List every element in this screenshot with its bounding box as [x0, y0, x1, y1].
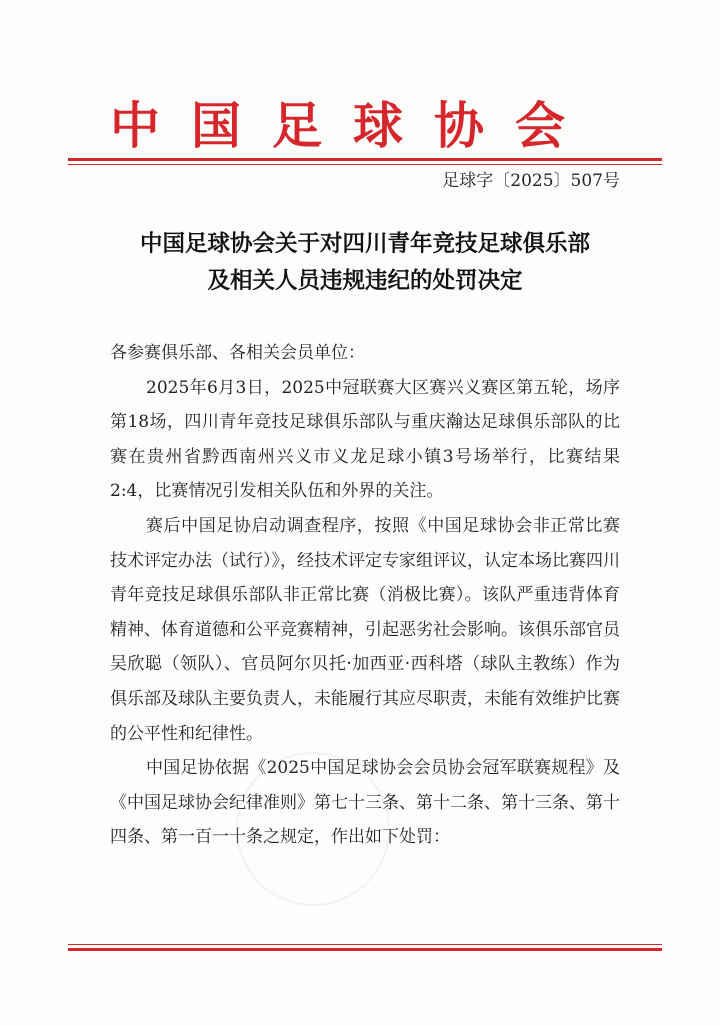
document-number: 足球字〔2025〕507号	[442, 171, 620, 191]
header-divider-thin	[68, 164, 662, 165]
salutation: 各参赛俱乐部、各相关会员单位：	[110, 343, 365, 363]
footer-divider-thin	[68, 944, 662, 945]
document-title-line-1: 中国足球协会关于对四川青年竞技足球俱乐部	[139, 231, 590, 257]
paragraph-2: 赛后中国足协启动调查程序，按照《中国足球协会非正常比赛技术评定办法（试行）》，经技术评定专家组评议，认定本场比赛四川青年竞技足球俱乐部队非正常比赛（消极比赛）。该队严重违背体育精神、体育道德和公平竞赛精神，引起恶劣社会影响。该俱乐部官员吴欣聪（领队）、官员阿尔贝托·加西亚·西科塔（球队主教练）作为俱乐部及球队主要负责人，未能履行其应尽职责，未能有效维护比赛的公平性和纪律性。	[110, 515, 620, 744]
org-header-title: 中国足球协会	[110, 96, 596, 155]
header-divider-thick	[68, 158, 662, 161]
document-title-line-2: 及相关人员违规违纪的处罚决定	[207, 268, 523, 294]
document-title	[80, 226, 650, 300]
paragraph-3: 中国足协依据《2025中国足球协会会员协会冠军联赛规程》及《中国足球协会纪律准则》第七十三条、第十二条、第十三条、第十四条、第一百一十条之规定，作出如下处罚：	[110, 758, 620, 848]
document-body	[110, 336, 620, 855]
paragraph-1: 2025年6月3日，2025中冠联赛大区赛兴义赛区第五轮，场序第18场，四川青年竞技足球俱乐部队与重庆瀚达足球俱乐部队的比赛在贵州省黔西南州兴义市义龙足球小镇3号场举行，比赛结果2:4，比赛情况引发相关队伍和外界的关注。	[110, 377, 620, 502]
footer-divider-thick	[68, 948, 662, 951]
